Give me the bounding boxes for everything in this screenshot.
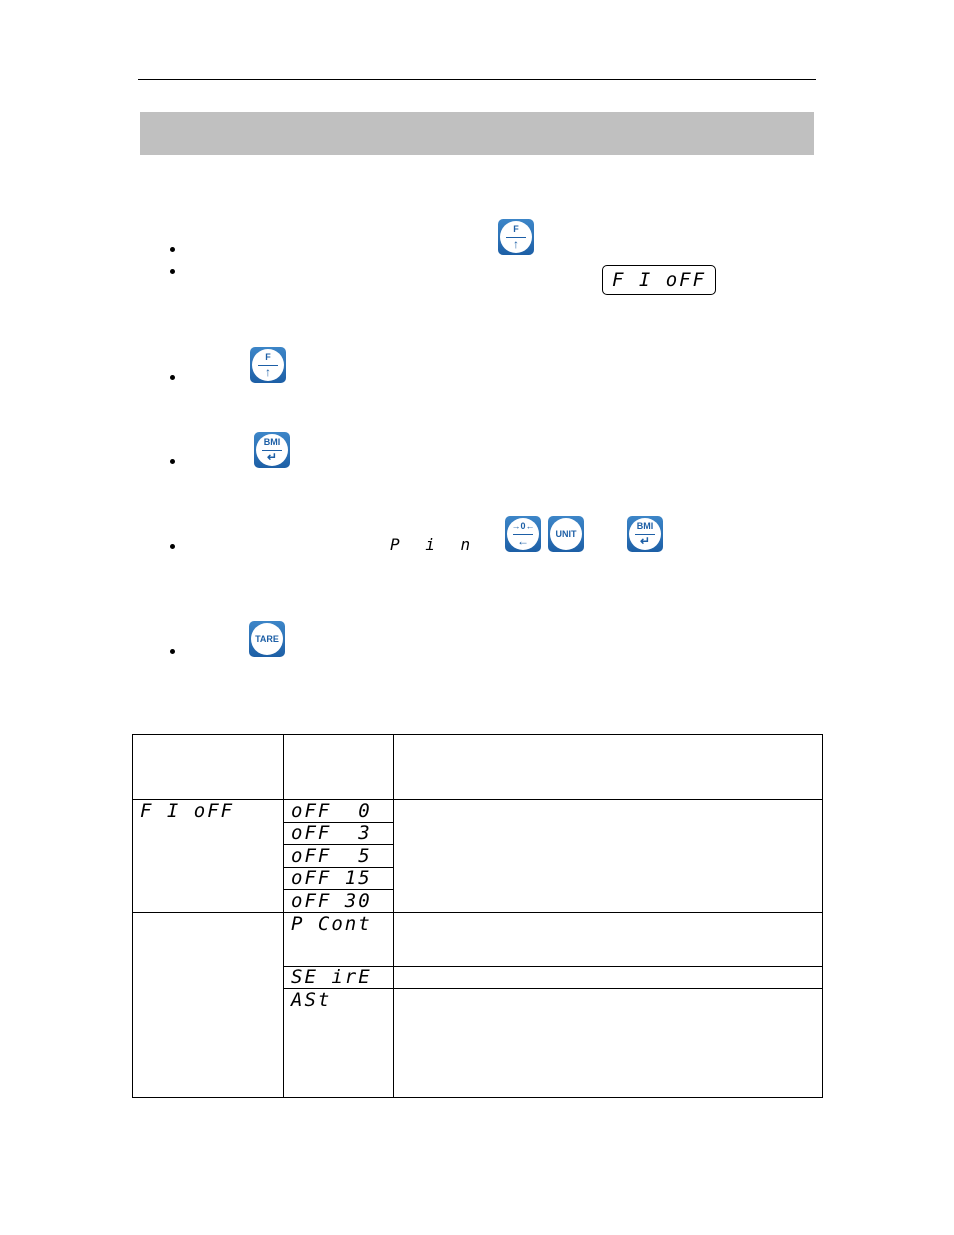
table-cell-option: oFF 5 xyxy=(291,845,372,867)
key-label: BMI xyxy=(263,437,281,447)
key-label: F xyxy=(513,224,519,234)
header-rule xyxy=(138,79,816,80)
key-label: F xyxy=(265,352,271,362)
key-label: BMI xyxy=(636,521,654,531)
tare-key[interactable] xyxy=(249,621,285,657)
bmi-enter-key[interactable] xyxy=(254,432,290,468)
key-label: UNIT xyxy=(555,529,577,539)
key-label: →0← xyxy=(511,521,535,531)
zero-left-arrow-icon xyxy=(507,518,539,550)
table-row-divider xyxy=(284,988,823,989)
unit-icon xyxy=(550,518,582,550)
bmi-enter-icon xyxy=(629,518,661,550)
key-label: TARE xyxy=(255,634,279,644)
tare-icon xyxy=(251,623,283,655)
enter-arrow-icon: ↵ xyxy=(639,534,651,548)
section-heading-bar xyxy=(140,112,814,155)
table-cell-function: F I oFF xyxy=(140,800,235,822)
f-up-key[interactable] xyxy=(250,347,286,383)
up-arrow-icon: ↑ xyxy=(265,365,271,379)
table-column-divider xyxy=(393,734,394,1098)
bullet xyxy=(170,544,175,549)
table-cell-option: oFF 15 xyxy=(291,867,372,889)
table-header-divider xyxy=(132,799,823,800)
settings-table xyxy=(132,734,823,1098)
table-cell-option: oFF 0 xyxy=(291,800,372,822)
f-up-key[interactable] xyxy=(498,219,534,255)
unit-key[interactable] xyxy=(548,516,584,552)
bullet xyxy=(170,375,175,380)
table-group-divider xyxy=(132,912,823,913)
bmi-enter-icon xyxy=(256,434,288,466)
table-cell-option: oFF 30 xyxy=(291,890,372,912)
f-up-arrow-icon xyxy=(500,221,532,253)
table-column-divider xyxy=(283,734,284,1098)
table-cell-option: oFF 3 xyxy=(291,822,372,844)
left-arrow-icon: ← xyxy=(517,534,529,548)
bullet xyxy=(170,649,175,654)
bmi-enter-key[interactable] xyxy=(627,516,663,552)
enter-arrow-icon: ↵ xyxy=(266,450,278,464)
up-arrow-icon: ↑ xyxy=(513,237,519,251)
lcd-display-text: F I oFF xyxy=(611,269,707,291)
bullet xyxy=(170,459,175,464)
table-cell-option: SE irE xyxy=(291,966,372,988)
table-cell-option: ASt xyxy=(291,989,332,1011)
table-cell-option: P Cont xyxy=(291,913,372,935)
pin-display-text: P i n xyxy=(390,535,479,554)
bullet xyxy=(170,269,175,274)
f-up-arrow-icon xyxy=(252,349,284,381)
zero-left-key[interactable] xyxy=(505,516,541,552)
bullet xyxy=(170,247,175,252)
lcd-display xyxy=(602,265,716,295)
